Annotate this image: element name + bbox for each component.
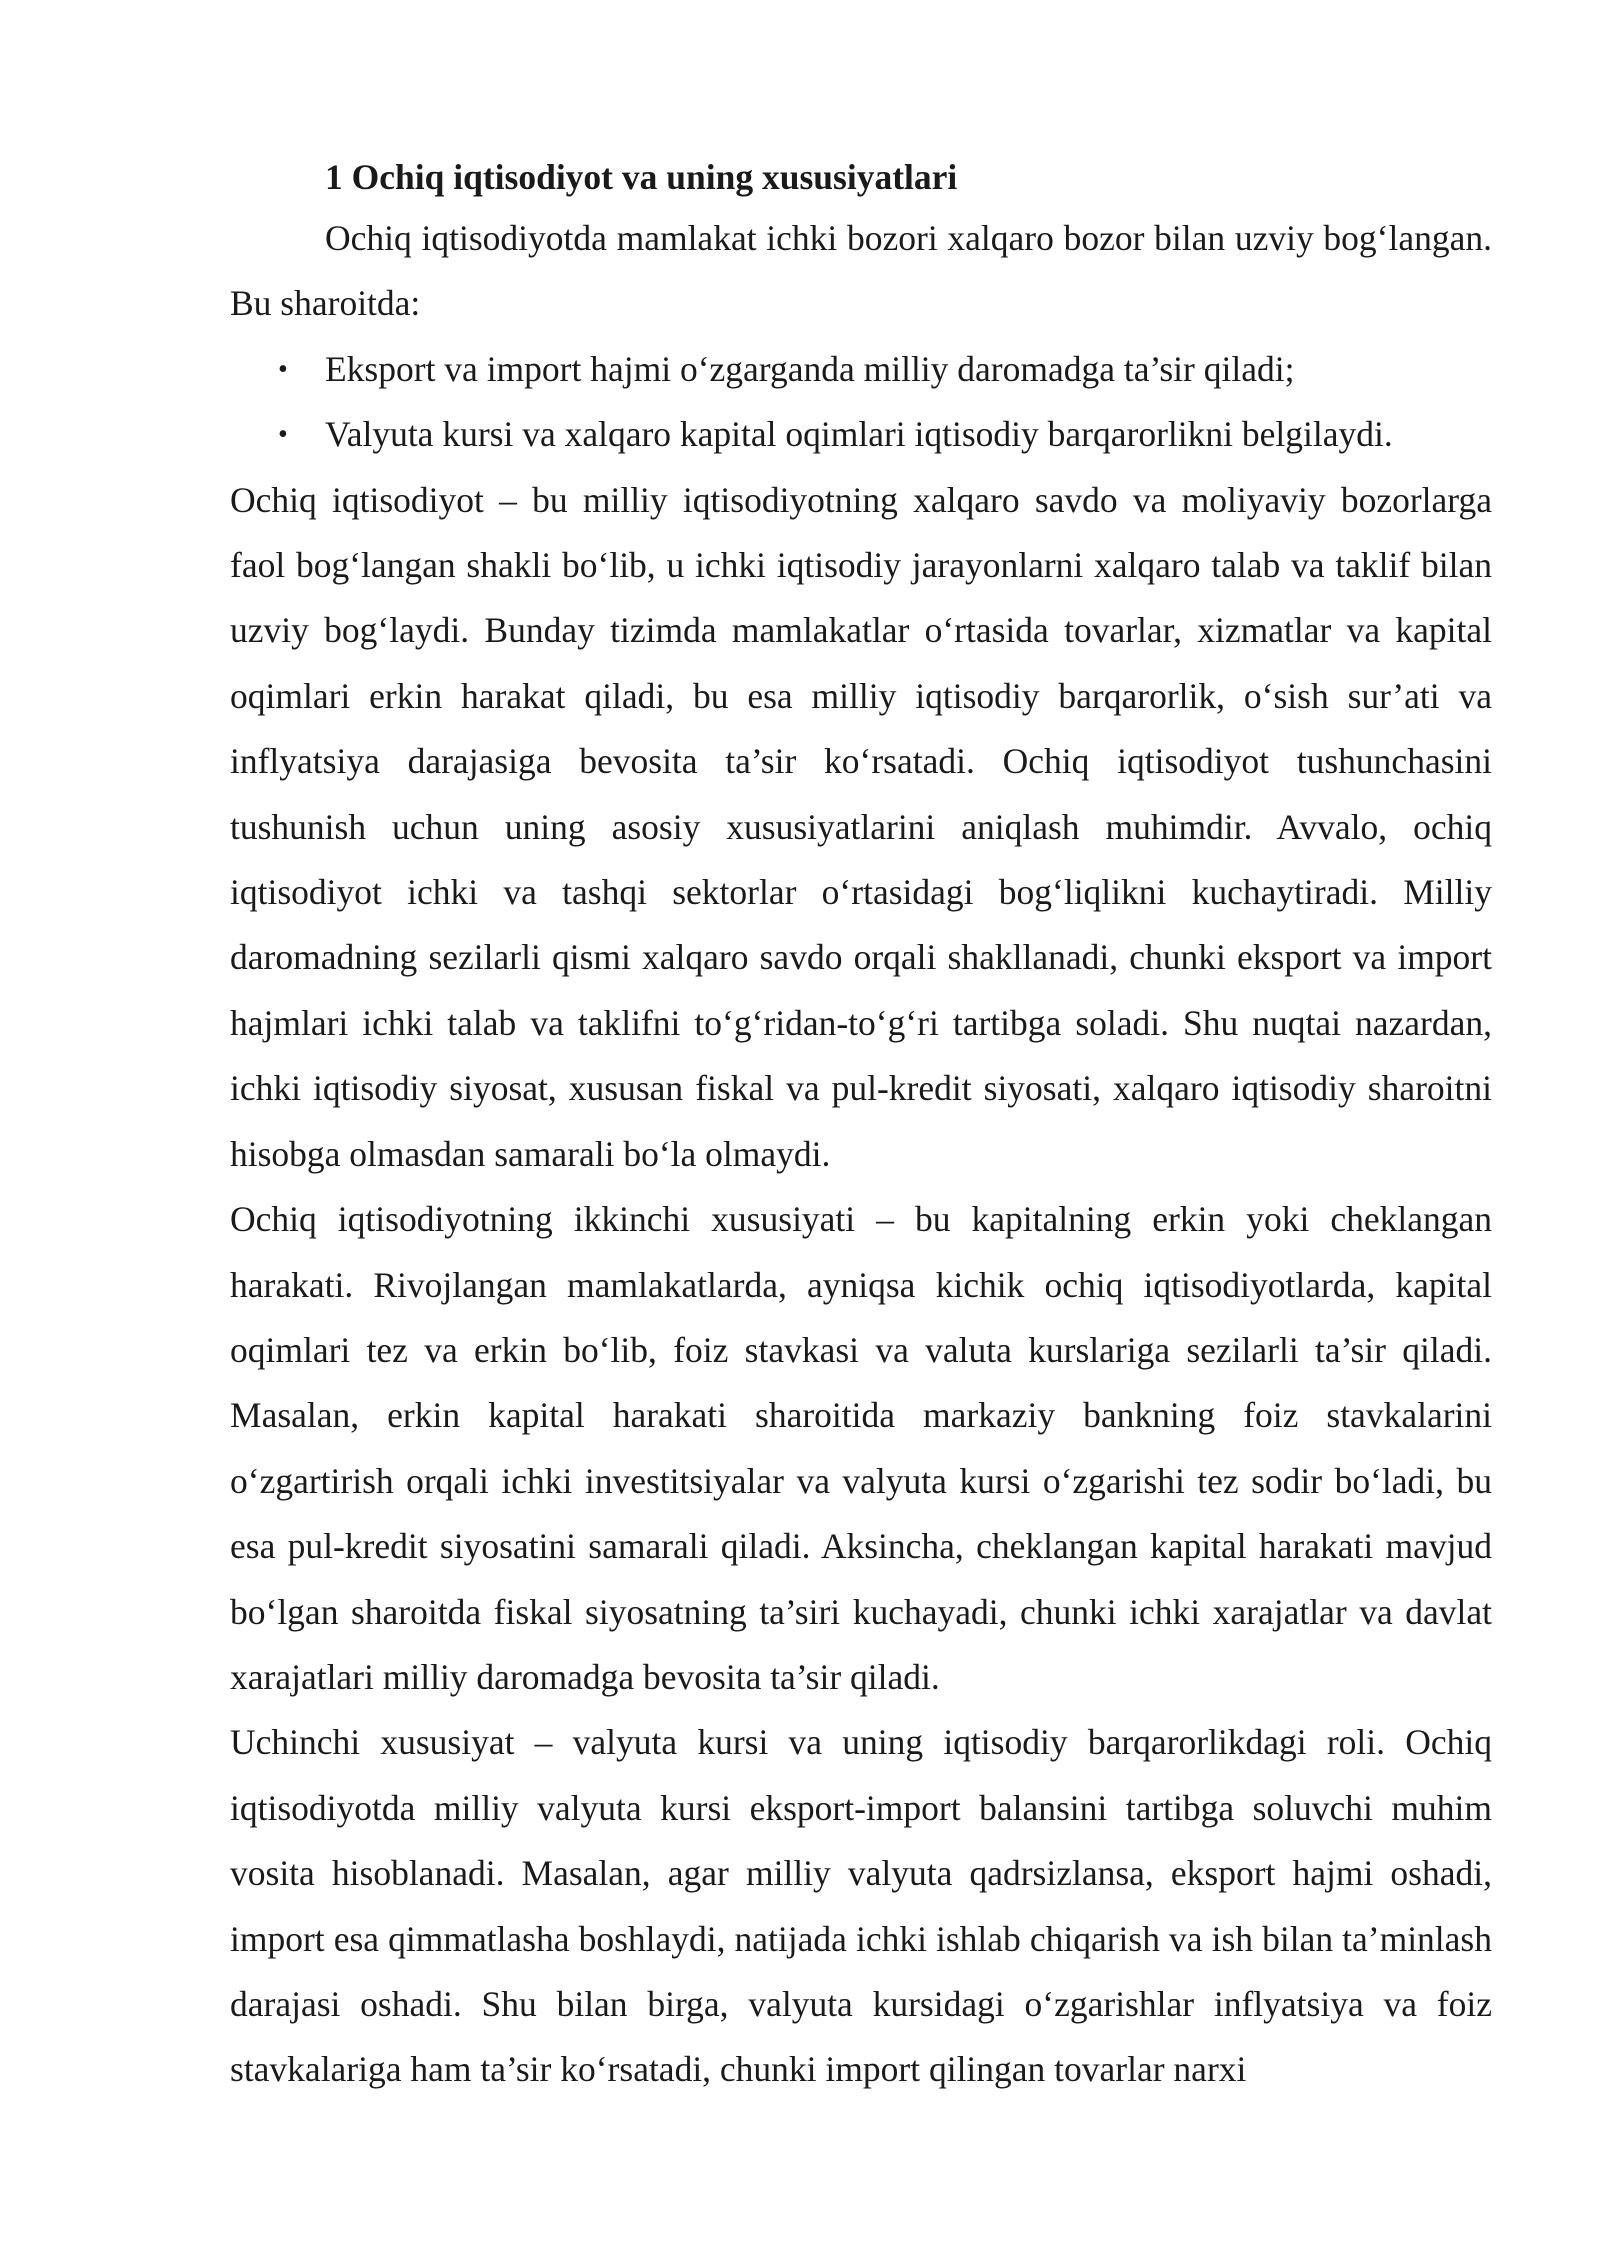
bullet-text: Valyuta kursi va xalqaro kapital oqimlari iqtisodiy barqarorlikni belgilaydi. (325, 414, 1393, 455)
body-paragraph: Uchinchi xususiyat – valyuta kursi va uning iqtisodiy barqarorlikdagi roli. Ochiq iqtisodiyotda milliy valyuta kursi eksport-import balansini tartibga soluvchi muhim vosita hisoblanadi. Masalan, agar milliy valyuta qadrsizlansa, eksport hajmi oshadi, import esa qimmatlasha boshlaydi, natijada ichki ishlab chiqarish va ish bilan ta’minlash darajasi oshadi. Shu bilan birga, valyuta kursidagi o‘zgarishlar inflyatsiya va foiz stavkalariga ham ta’sir ko‘rsatadi, chunki import qilingan tovarlar narxi (230, 1722, 1492, 2090)
bullet-item (230, 402, 1492, 467)
bullet-text: Eksport va import hajmi o‘zgarganda milliy daromadga ta’sir qiladi; (325, 348, 1295, 389)
body-paragraph: Ochiq iqtisodiyot – bu milliy iqtisodiyotning xalqaro savdo va moliyaviy bozorlarga faol bog‘langan shakli bo‘lib, u ichki iqtisodiy jarayonlarni xalqaro talab va taklif bilan uzviy bog‘laydi. Bunday tizimda mamlakatlar o‘rtasida tovarlar, xizmatlar va kapital oqimlari erkin harakat qiladi, bu esa milliy iqtisodiy barqarorlik, o‘sish sur’ati va inflyatsiya darajasiga bevosita ta’sir ko‘rsatadi. Ochiq iqtisodiyot tushunchasini tushunish uchun uning asosiy xususiyatlarini aniqlash muhimdir. Avvalo, ochiq iqtisodiyot ichki va tashqi sektorlar o‘rtasidagi bog‘liqlikni kuchaytiradi. Milliy daromadning sezilarli qismi xalqaro savdo orqali shakllanadi, chunki eksport va import hajmlari ichki talab va taklifni to‘g‘ridan-to‘g‘ri tartibga soladi. Shu nuqtai nazardan, ichki iqtisodiy siyosat, xususan fiskal va pul-kredit siyosati, xalqaro iqtisodiy sharoitni hisobga olmasdan samarali bo‘la olmaydi. (230, 479, 1492, 1174)
document-page (230, 148, 1492, 2103)
bullet-list (230, 337, 1492, 468)
intro-paragraph: Ochiq iqtisodiyotda mamlakat ichki bozori xalqaro bozor bilan uzviy bog‘langan. Bu sharoitda: (230, 218, 1492, 324)
bullet-icon: • (278, 419, 288, 451)
section-heading: 1 Ochiq iqtisodiyot va uning xususiyatlari (325, 157, 958, 197)
body-paragraph: Ochiq iqtisodiyotning ikkinchi xususiyati – bu kapitalning erkin yoki cheklangan harakati. Rivojlangan mamlakatlarda, ayniqsa kichik ochiq iqtisodiyotlarda, kapital oqimlari tez va erkin bo‘lib, foiz stavkasi va valuta kurslariga sezilarli ta’sir qiladi. Masalan, erkin kapital harakati sharoitida markaziy bankning foiz stavkalarini o‘zgartirish orqali ichki investitsiyalar va valyuta kursi o‘zgarishi tez sodir bo‘ladi, bu esa pul-kredit siyosatini samarali qiladi. Aksincha, cheklangan kapital harakati mavjud bo‘lgan sharoitda fiskal siyosatning ta’siri kuchayadi, chunki ichki xarajatlar va davlat xarajatlari milliy daromadga bevosita ta’sir qiladi. (230, 1199, 1492, 1697)
bullet-icon: • (278, 353, 288, 385)
bullet-item (230, 337, 1492, 402)
